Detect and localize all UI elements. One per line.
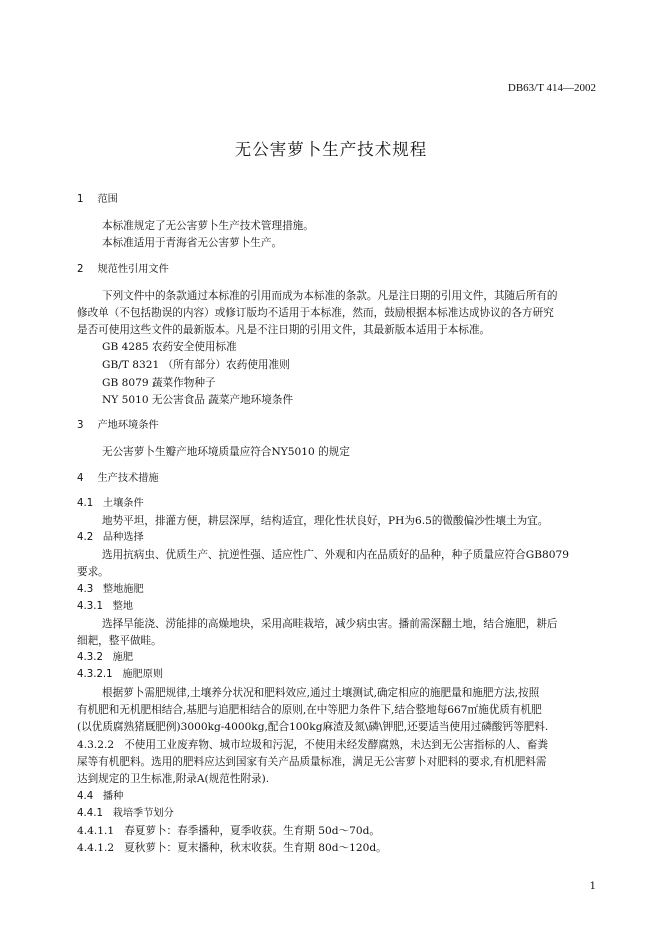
subsection-heading: 4.3.2 施肥: [77, 652, 134, 663]
paragraph-line: 地势平坦，排灌方便，耕层深厚，结构适宜，理化性状良好，PH为6.5的微酸偏沙性壤土为宜。: [102, 515, 549, 527]
reference-item: GB/T 8321 （所有部分）农药使用准则: [102, 359, 290, 371]
subsection-heading: 4.4.1 栽培季节划分: [77, 808, 174, 819]
standard-code: DB63/T 414—2002: [507, 82, 596, 94]
reference-item: GB 8079 蔬菜作物种子: [102, 377, 216, 389]
subsection-heading: 4.2 品种选择: [77, 532, 144, 543]
paragraph-line: 细耙，整平做畦。: [77, 635, 162, 647]
paragraph-line: (以优质腐熟猪厩肥例)3000kg-4000kg,配合100kg麻渣及氮\磷\钾肥,还要适当使用过磷酸钙等肥料.: [77, 721, 549, 733]
paragraph-line: 无公害萝卜生瓣产地环境质量应符合NY5010 的规定: [102, 446, 350, 458]
paragraph-line: 是否可使用这些文件的最新版本。凡是不注日期的引用文件，其最新版本适用于本标准。: [77, 324, 491, 336]
section-heading-3: 3 产地环境条件: [77, 420, 159, 431]
paragraph-line: 下列文件中的条款通过本标准的引用而成为本标准的条款。凡是注日期的引用文件，其随后所有的: [102, 290, 558, 302]
section-heading-4: 4 生产技术措施: [77, 473, 159, 484]
page-title: 无公害萝卜生产技术规程: [234, 140, 428, 159]
reference-item: NY 5010 无公害食品 蔬菜产地环境条件: [102, 394, 294, 406]
section-heading-1: 1 范围: [77, 194, 118, 205]
paragraph-line: 屎等有机肥料。选用的肥料应达到国家有关产品质量标准，满足无公害萝卜对肥料的要求,有机肥料需: [77, 756, 547, 768]
paragraph-line: 达到规定的卫生标准,附录A(规范性附录).: [77, 773, 270, 785]
paragraph-line: 选择旱能浇、涝能排的高燥地块，采用高畦栽培，减少病虫害。播前需深翻土地，结合施肥，耕后: [102, 618, 558, 630]
paragraph-line: 根据萝卜需肥规律,土壤养分状况和肥料效应,通过土壤测试,确定相应的施肥量和施肥方法,按照: [102, 687, 540, 699]
numbered-paragraph-line: 4.4.1.1 春夏萝卜：春季播种，夏季收获。生育期 50d～70d。: [77, 825, 380, 837]
subsection-heading: 4.1 土壤条件: [77, 498, 144, 509]
subsection-heading: 4.3.1 整地: [77, 601, 134, 612]
numbered-paragraph-line: 4.4.1.2 夏秋萝卜：夏末播种，秋末收获。生育期 80d～120d。: [77, 842, 387, 854]
paragraph-line: 修改单（不包括勘误的内容）或修订版均不适用于本标准，然而，鼓励根据本标准达成协议的各方研究: [77, 307, 554, 319]
paragraph-line: 要求。: [77, 566, 109, 578]
numbered-paragraph-line: 4.3.2.2 不使用工业废弃物、城市垃圾和污泥，不使用未经发酵腐熟，未达到无公害指标的人、畜粪: [77, 739, 548, 751]
paragraph-line: 有机肥和无机肥相结合,基肥与追肥相结合的原则,在中等肥力条件下,结合整地每667㎡施优质有机肥: [77, 704, 542, 716]
paragraph-line: 本标准适用于青海省无公害萝卜生产。: [102, 237, 283, 249]
subsection-heading: 4.3.2.1 施肥原则: [77, 669, 164, 680]
reference-item: GB 4285 农药安全使用标准: [102, 341, 237, 353]
section-heading-2: 2 规范性引用文件: [77, 264, 169, 275]
subsection-heading: 4.4 播种: [77, 791, 124, 802]
subsection-heading: 4.3 整地施肥: [77, 584, 144, 595]
paragraph-line: 选用抗病虫、优质生产、抗逆性强、适应性广、外观和内在品质好的品种，种子质量应符合GB8079: [102, 549, 569, 561]
paragraph-line: 本标准规定了无公害萝卜生产技术管理措施。: [102, 220, 314, 232]
page-number: 1: [589, 881, 596, 892]
